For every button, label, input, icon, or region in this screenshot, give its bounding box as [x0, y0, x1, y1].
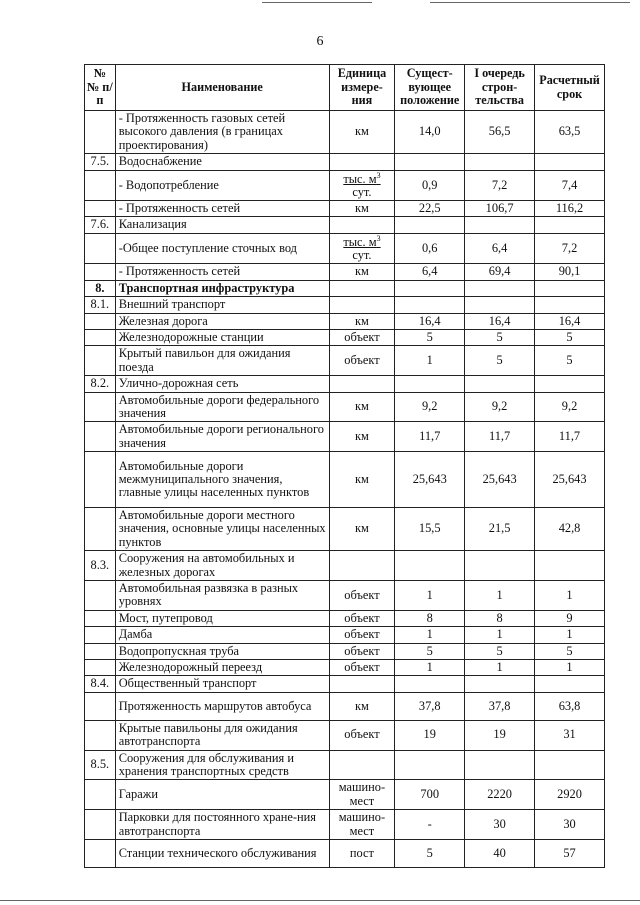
table-row [85, 233, 605, 264]
row-target: 9,2 [535, 392, 605, 422]
row-unit [329, 551, 395, 581]
row-number [85, 233, 116, 264]
row-unit: объект [329, 329, 395, 345]
table-row [85, 750, 605, 780]
row-number [85, 264, 116, 280]
row-unit: км [329, 313, 395, 329]
row-phase1: 69,4 [465, 264, 535, 280]
row-phase1: 40 [465, 840, 535, 868]
table-row [85, 313, 605, 329]
row-existing: 14,0 [395, 111, 465, 154]
row-phase1 [465, 154, 535, 170]
row-phase1: 2220 [465, 780, 535, 810]
row-existing: 5 [395, 329, 465, 345]
header-target: Расчетный срок [535, 65, 605, 111]
row-unit [329, 297, 395, 313]
row-existing [395, 676, 465, 692]
row-number [85, 780, 116, 810]
row-number [85, 840, 116, 868]
row-phase1: 11,7 [465, 422, 535, 452]
row-number: 8.3. [85, 551, 116, 581]
row-name: Сооружения для обслуживания и хранения транспортных средств [115, 750, 329, 780]
row-target: 7,4 [535, 170, 605, 201]
row-target: 63,8 [535, 692, 605, 720]
row-existing: 6,4 [395, 264, 465, 280]
row-name: -Общее поступление сточных вод [115, 233, 329, 264]
row-target: 42,8 [535, 508, 605, 551]
row-existing: 0,9 [395, 170, 465, 201]
row-name: - Протяженность сетей [115, 264, 329, 280]
row-existing: 22,5 [395, 201, 465, 217]
row-existing: 8 [395, 610, 465, 626]
row-number [85, 810, 116, 840]
unit-numerator-text: тыс. м [343, 235, 377, 249]
row-phase1: 9,2 [465, 392, 535, 422]
row-name: Крытые павильоны для ожидания автотранспорта [115, 720, 329, 750]
row-phase1: 5 [465, 329, 535, 345]
row-phase1: 30 [465, 810, 535, 840]
row-name: Общественный транспорт [115, 676, 329, 692]
row-existing: 37,8 [395, 692, 465, 720]
unit-fraction [343, 235, 380, 262]
row-phase1: 56,5 [465, 111, 535, 154]
row-unit [329, 376, 395, 392]
row-name: Железная дорога [115, 313, 329, 329]
row-target: 5 [535, 643, 605, 659]
row-name: Автомобильная развязка в разных уровнях [115, 581, 329, 611]
row-existing [395, 154, 465, 170]
row-target: 63,5 [535, 111, 605, 154]
unit-numerator-text: тыс. м [343, 171, 377, 186]
row-phase1: 1 [465, 627, 535, 643]
unit-superscript: 3 [376, 170, 381, 180]
row-target: 5 [535, 329, 605, 345]
top-edge-line [262, 2, 372, 3]
row-existing: 25,643 [395, 452, 465, 508]
row-phase1 [465, 676, 535, 692]
header-phase1: I очередь строн-тельства [465, 65, 535, 111]
row-unit: пост [329, 840, 395, 868]
row-target: 1 [535, 627, 605, 643]
table-row [85, 452, 605, 508]
row-unit: км [329, 201, 395, 217]
row-phase1: 19 [465, 720, 535, 750]
table-row [85, 329, 605, 345]
row-number [85, 627, 116, 643]
table-row [85, 643, 605, 659]
row-existing: - [395, 810, 465, 840]
row-phase1: 21,5 [465, 508, 535, 551]
row-number: 8.4. [85, 676, 116, 692]
row-number [85, 422, 116, 452]
unit-numerator [343, 235, 380, 249]
row-unit: км [329, 508, 395, 551]
table-row [85, 280, 605, 296]
infrastructure-table [84, 64, 605, 868]
row-unit: км [329, 392, 395, 422]
row-existing [395, 217, 465, 233]
table-row [85, 676, 605, 692]
row-target: 31 [535, 720, 605, 750]
row-unit: км [329, 422, 395, 452]
row-phase1 [465, 217, 535, 233]
row-number: 8.1. [85, 297, 116, 313]
row-unit [329, 676, 395, 692]
row-number: 8.2. [85, 376, 116, 392]
row-existing [395, 297, 465, 313]
top-edge-line-right [430, 2, 630, 3]
row-phase1: 16,4 [465, 313, 535, 329]
table-row [85, 217, 605, 233]
table-row [85, 720, 605, 750]
row-number [85, 692, 116, 720]
row-existing [395, 280, 465, 296]
row-unit: объект [329, 720, 395, 750]
row-phase1: 5 [465, 346, 535, 376]
row-unit: объект [329, 660, 395, 676]
row-phase1 [465, 376, 535, 392]
table-row [85, 376, 605, 392]
table-row [85, 154, 605, 170]
row-existing: 1 [395, 627, 465, 643]
row-target [535, 297, 605, 313]
row-phase1: 106,7 [465, 201, 535, 217]
row-name: - Протяженность газовых сетей высокого давления (в границах проектирования) [115, 111, 329, 154]
table-body [85, 111, 605, 868]
table-row [85, 810, 605, 840]
table-row [85, 780, 605, 810]
row-number [85, 170, 116, 201]
row-unit [329, 750, 395, 780]
table-row [85, 392, 605, 422]
row-target: 2920 [535, 780, 605, 810]
row-name: Гаражи [115, 780, 329, 810]
row-target [535, 551, 605, 581]
row-number [85, 329, 116, 345]
table-row [85, 422, 605, 452]
row-name: - Водопотребление [115, 170, 329, 201]
unit-denominator: сут. [352, 248, 372, 263]
row-target [535, 376, 605, 392]
row-phase1: 6,4 [465, 233, 535, 264]
row-name: Автомобильные дороги федерального значения [115, 392, 329, 422]
row-existing: 11,7 [395, 422, 465, 452]
row-name: Автомобильные дороги регионального значения [115, 422, 329, 452]
table-row [85, 201, 605, 217]
row-phase1 [465, 297, 535, 313]
row-target: 11,7 [535, 422, 605, 452]
unit-fraction [343, 172, 380, 199]
row-name: Автомобильные дороги местного значения, основные улицы населенных пунктов [115, 508, 329, 551]
row-existing: 1 [395, 346, 465, 376]
row-unit [329, 233, 395, 264]
row-name: Транспортная инфраструктура [115, 280, 329, 296]
row-name: Станции технического обслуживания [115, 840, 329, 868]
table-row [85, 610, 605, 626]
row-name: Железнодорожные станции [115, 329, 329, 345]
row-unit [329, 280, 395, 296]
row-phase1: 8 [465, 610, 535, 626]
row-name: Водопропускная труба [115, 643, 329, 659]
row-number [85, 313, 116, 329]
row-existing: 15,5 [395, 508, 465, 551]
row-target [535, 154, 605, 170]
row-target: 116,2 [535, 201, 605, 217]
table-row [85, 111, 605, 154]
row-existing [395, 376, 465, 392]
table-row [85, 508, 605, 551]
row-existing: 0,6 [395, 233, 465, 264]
row-unit: объект [329, 643, 395, 659]
row-name: Канализация [115, 217, 329, 233]
row-unit: объект [329, 627, 395, 643]
row-unit: км [329, 111, 395, 154]
header-existing: Сущест-вующее положение [395, 65, 465, 111]
row-number: 7.5. [85, 154, 116, 170]
row-number [85, 581, 116, 611]
row-existing: 9,2 [395, 392, 465, 422]
row-phase1 [465, 280, 535, 296]
row-phase1: 7,2 [465, 170, 535, 201]
row-existing: 16,4 [395, 313, 465, 329]
row-unit: объект [329, 581, 395, 611]
row-number [85, 111, 116, 154]
row-existing: 19 [395, 720, 465, 750]
table-row [85, 660, 605, 676]
row-number: 8.5. [85, 750, 116, 780]
row-number [85, 660, 116, 676]
row-target: 90,1 [535, 264, 605, 280]
row-number [85, 720, 116, 750]
unit-superscript: 3 [376, 233, 381, 243]
table-row [85, 297, 605, 313]
table-row [85, 840, 605, 868]
header-unit: Единица измере-ния [329, 65, 395, 111]
row-target: 57 [535, 840, 605, 868]
row-unit: машино-мест [329, 810, 395, 840]
row-name: Сооружения на автомобильных и железных дорогах [115, 551, 329, 581]
row-unit [329, 154, 395, 170]
row-phase1 [465, 551, 535, 581]
row-name: Водоснабжение [115, 154, 329, 170]
row-phase1: 25,643 [465, 452, 535, 508]
row-unit: км [329, 264, 395, 280]
row-unit: машино-мест [329, 780, 395, 810]
table-row [85, 346, 605, 376]
table-row [85, 627, 605, 643]
row-name: Протяженность маршрутов автобуса [115, 692, 329, 720]
row-unit: км [329, 692, 395, 720]
row-existing: 5 [395, 840, 465, 868]
row-name: Крытый павильон для ожидания поезда [115, 346, 329, 376]
row-number: 7.6. [85, 217, 116, 233]
row-target: 25,643 [535, 452, 605, 508]
row-name: Железнодорожный переезд [115, 660, 329, 676]
table-row [85, 264, 605, 280]
row-target: 5 [535, 346, 605, 376]
row-number [85, 508, 116, 551]
row-phase1 [465, 750, 535, 780]
row-phase1: 1 [465, 581, 535, 611]
unit-denominator: сут. [352, 184, 372, 199]
row-phase1: 37,8 [465, 692, 535, 720]
row-unit: объект [329, 610, 395, 626]
bottom-edge-line [0, 900, 640, 901]
row-name: Парковки для постоянного хране-ния автотранспорта [115, 810, 329, 840]
row-number [85, 392, 116, 422]
row-target: 1 [535, 581, 605, 611]
row-existing: 1 [395, 581, 465, 611]
table-row [85, 692, 605, 720]
row-unit [329, 170, 395, 201]
row-target [535, 676, 605, 692]
row-unit: км [329, 452, 395, 508]
row-existing: 700 [395, 780, 465, 810]
row-number: 8. [85, 280, 116, 296]
row-existing: 5 [395, 643, 465, 659]
row-target: 9 [535, 610, 605, 626]
row-number [85, 452, 116, 508]
row-name: Автомобильные дороги межмуниципального значения, главные улицы населенных пунктов [115, 452, 329, 508]
table-row [85, 551, 605, 581]
row-target [535, 217, 605, 233]
header-number: № № п/п [85, 65, 116, 111]
row-target [535, 750, 605, 780]
row-number [85, 346, 116, 376]
row-name: Внешний транспорт [115, 297, 329, 313]
row-number [85, 643, 116, 659]
header-name: Наименование [115, 65, 329, 111]
row-target: 16,4 [535, 313, 605, 329]
row-target: 30 [535, 810, 605, 840]
row-existing [395, 551, 465, 581]
row-name: Улично-дорожная сеть [115, 376, 329, 392]
row-existing [395, 750, 465, 780]
table-row [85, 581, 605, 611]
page-number: 6 [316, 34, 324, 49]
row-target: 1 [535, 660, 605, 676]
row-number [85, 610, 116, 626]
table-row [85, 170, 605, 201]
row-name: Мост, путепровод [115, 610, 329, 626]
row-phase1: 5 [465, 643, 535, 659]
row-existing: 1 [395, 660, 465, 676]
unit-numerator [343, 172, 380, 186]
row-phase1: 1 [465, 660, 535, 676]
row-unit: объект [329, 346, 395, 376]
table-header-row [85, 65, 605, 111]
row-name: Дамба [115, 627, 329, 643]
row-name: - Протяженность сетей [115, 201, 329, 217]
row-target [535, 280, 605, 296]
row-target: 7,2 [535, 233, 605, 264]
row-unit [329, 217, 395, 233]
row-number [85, 201, 116, 217]
